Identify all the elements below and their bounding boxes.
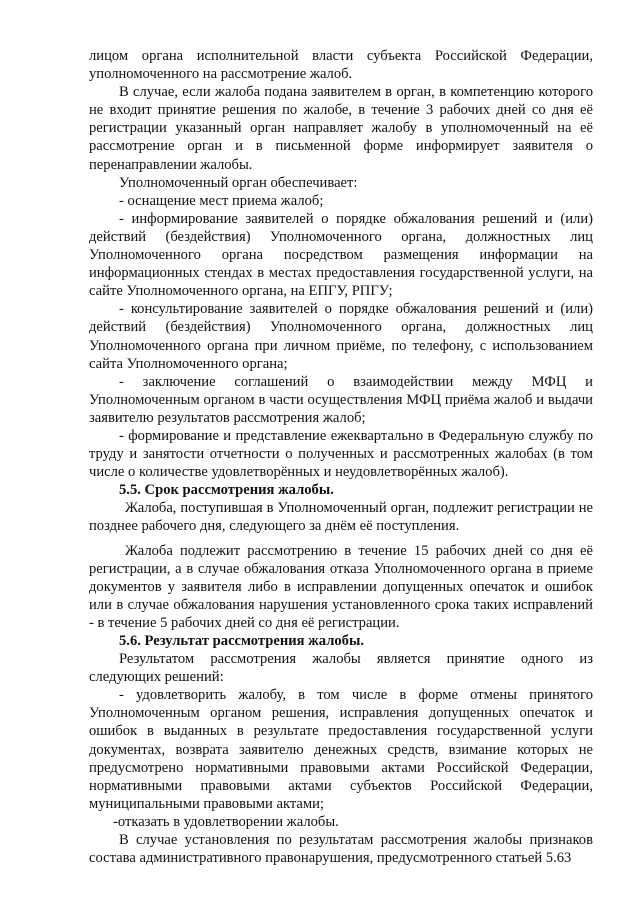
paragraph-review-result: Результатом рассмотрения жалобы является принятие одного из следующих решений:	[89, 651, 593, 686]
list-item-satisfy: - удовлетворить жалобу, в том числе в форме отмены принятого Уполномоченным органом решения, исправления допущенных опечаток и ошибок в выданных в результате предоставления государственной услуги документах, возврата заявителю денежных средств, взимание которых не предусмотрено нормативными правовыми актами Российской Федерации, нормативными правовыми актами субъектов Российской Федерации, муниципальными правовыми актами;	[89, 687, 593, 812]
paragraph-redirect-complaint: В случае, если жалоба подана заявителем в орган, в компетенцию которого не входит принятие решения по жалобе, в течение 3 рабочих дней со дня её регистрации указанный орган направляет жалобу в уполномоченный на её рассмотрение орган и в письменной форме информирует заявителя о перенаправлении жалобы.	[89, 84, 593, 173]
paragraph-continuation: лицом органа исполнительной власти субъекта Российской Федерации, уполномоченного на рассмотрение жалоб.	[89, 48, 593, 83]
list-item-consulting: - консультирование заявителей о порядке обжалования решений и (или) действий (бездействия) Уполномоченного органа, должностных лиц Уполномоченного органа при личном приёме, по телефону, с использованием сайта Уполномоченного органа;	[89, 301, 593, 372]
list-item-refuse: -отказать в удовлетворении жалобы.	[113, 813, 339, 830]
paragraph-violation: В случае установления по результатам рассмотрения жалобы признаков состава административного правонарушения, предусмотренного статьей 5.63	[89, 832, 593, 867]
list-item-agreements: - заключение соглашений о взаимодействии между МФЦ и Уполномоченным органом в части осуществления МФЦ приёма жалоб и выдачи заявителю результатов рассмотрения жалоб;	[89, 373, 593, 426]
section-heading-5-6: 5.6. Результат рассмотрения жалобы.	[119, 633, 365, 649]
section-heading-5-5: 5.5. Срок рассмотрения жалобы.	[119, 482, 334, 499]
list-item-informing: - информирование заявителей о порядке обжалования решений и (или) действий (бездействия) Уполномоченного органа, должностных лиц Уполномоченного органа посредством размещения информации на информационных стендах в местах предоставления государственной услуги, на сайте Уполномоченного органа, на ЕПГУ, РПГУ;	[89, 210, 593, 300]
paragraph-authority-provides: Уполномоченный орган обеспечивает:	[119, 174, 358, 191]
paragraph-review-period: Жалоба подлежит рассмотрению в течение 15 рабочих дней со дня её регистрации, а в случае обжалования отказа Уполномоченного органа в приеме документов у заявителя либо в исправлении допущенных опечаток и ошибок или в случае обжалования нарушения установленного срока таких исправлений - в течение 5 рабочих дней со дня её регистрации.	[89, 542, 593, 631]
list-item-reporting: - формирование и представление ежеквартально в Федеральную службу по труду и занятости отчетности о полученных и рассмотренных жалобах (в том числе о количестве удовлетворённых и неудовлетворённых жалоб).	[89, 427, 593, 481]
list-item-equipment: - оснащение мест приема жалоб;	[119, 192, 324, 209]
paragraph-registration-deadline: Жалоба, поступившая в Уполномоченный орган, подлежит регистрации не позднее рабочего дня, следующего за днём её поступления.	[89, 500, 593, 535]
